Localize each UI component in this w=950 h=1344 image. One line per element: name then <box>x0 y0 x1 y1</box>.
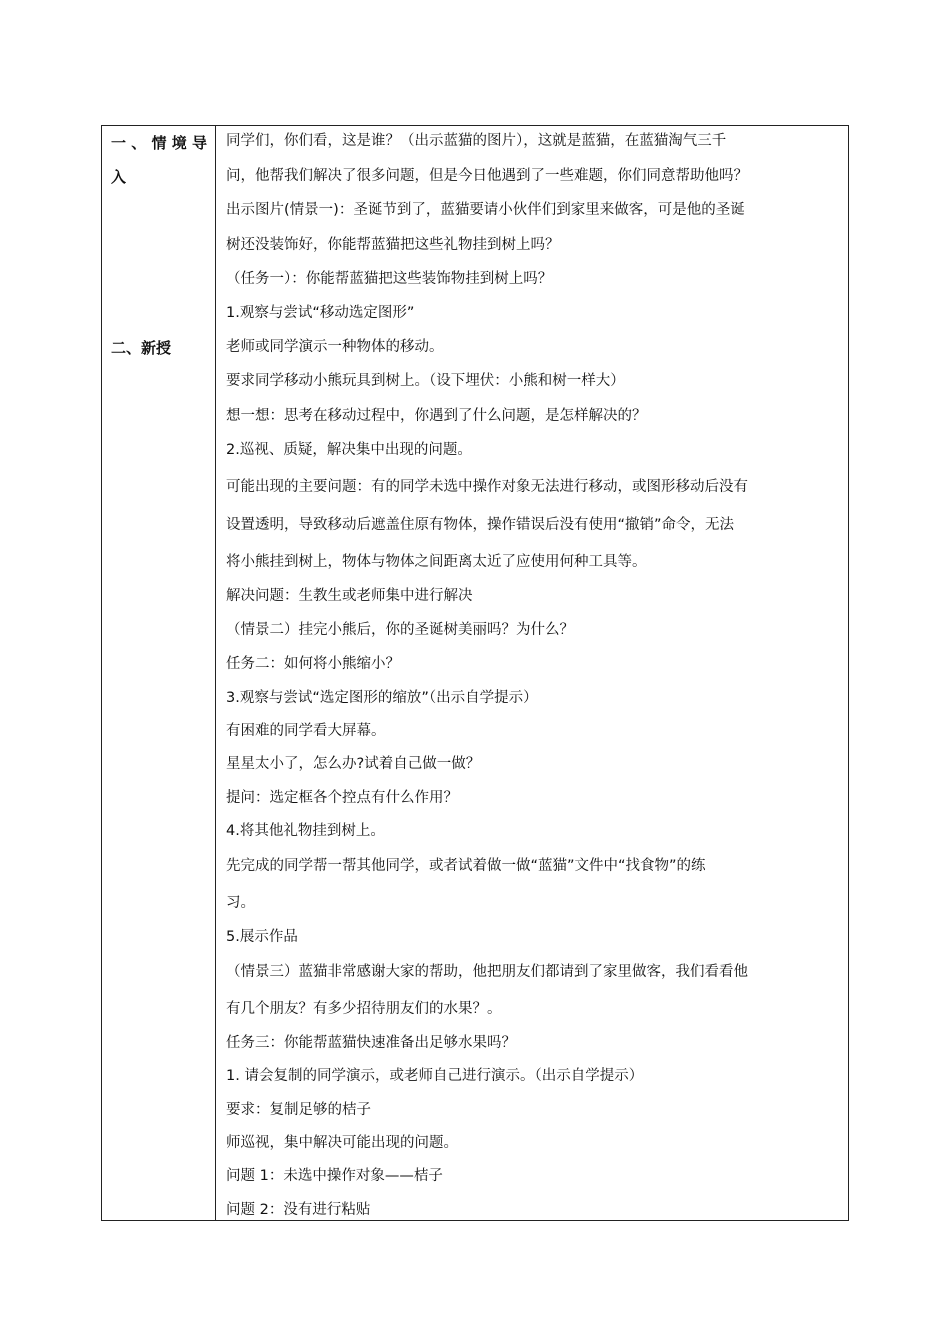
content-line: 想一想：思考在移动过程中，你遇到了什么问题，是怎样解决的？ <box>226 408 647 424</box>
content-line: 习。 <box>226 895 255 911</box>
content-line: 解决问题：生教生或老师集中进行解决 <box>226 588 473 604</box>
lesson-table <box>101 125 849 1221</box>
content-line: 1. 请会复制的同学演示，或老师自己进行演示。（出示自学提示） <box>226 1068 644 1084</box>
content-line: 树还没装饰好，你能帮蓝猫把这些礼物挂到树上吗？ <box>226 237 560 253</box>
section-label-new-lesson: 二、新授 <box>111 339 172 357</box>
content-line: 星星太小了，怎么办?试着自己做一做？ <box>226 756 481 772</box>
section-label-situation-intro: 一、情境导 <box>111 134 207 152</box>
content-line: 任务二：如何将小熊缩小？ <box>226 656 400 672</box>
content-line: 将小熊挂到树上，物体与物体之间距离太近了应使用何种工具等。 <box>226 554 647 570</box>
content-line: 有几个朋友？有多少招待朋友们的水果？。 <box>226 1001 502 1017</box>
content-line: 可能出现的主要问题：有的同学未选中操作对象无法进行移动，或图形移动后没有 <box>226 479 748 495</box>
content-line: （任务一）：你能帮蓝猫把这些装饰物挂到树上吗？ <box>226 271 553 287</box>
content-line: 问，他帮我们解决了很多问题，但是今日他遇到了一些难题，你们同意帮助他吗？ <box>226 168 748 184</box>
content-line: 任务三：你能帮蓝猫快速准备出足够水果吗？ <box>226 1035 516 1051</box>
content-line: 4.将其他礼物挂到树上。 <box>226 823 385 839</box>
content-line: 老师或同学演示一种物体的移动。 <box>226 339 444 355</box>
content-line: 2.巡视、质疑，解决集中出现的问题。 <box>226 442 472 458</box>
content-line: 问题 2：没有进行粘贴 <box>226 1202 371 1218</box>
content-line: 提问：选定框各个控点有什么作用？ <box>226 790 458 806</box>
content-line: 同学们，你们看，这是谁？（出示蓝猫的图片），这就是蓝猫，在蓝猫淘气三千 <box>226 133 727 149</box>
content-line: 5.展示作品 <box>226 929 298 945</box>
content-line: 先完成的同学帮一帮其他同学，或者试着做一做“蓝猫”文件中“找食物”的练 <box>226 858 706 874</box>
content-line: 3.观察与尝试“选定图形的缩放”（出示自学提示） <box>226 690 538 706</box>
content-line: 设置透明，导致移动后遮盖住原有物体，操作错误后没有使用“撤销”命令，无法 <box>226 517 735 533</box>
content-line: 要求：复制足够的桔子 <box>226 1102 371 1118</box>
content-line: 有困难的同学看大屏幕。 <box>226 723 386 739</box>
column-divider <box>215 126 216 1220</box>
content-line: 出示图片(情景一)：圣诞节到了，蓝猫要请小伙伴们到家里来做客，可是他的圣诞 <box>226 202 745 218</box>
content-line: （情景二）挂完小熊后，你的圣诞树美丽吗？为什么？ <box>226 622 574 638</box>
section-label-situation-intro-cont: 入 <box>111 168 127 186</box>
content-line: 问题 1：未选中操作对象——桔子 <box>226 1168 443 1184</box>
content-line: 1.观察与尝试“移动选定图形” <box>226 305 415 321</box>
content-line: 师巡视，集中解决可能出现的问题。 <box>226 1135 458 1151</box>
content-line: （情景三）蓝猫非常感谢大家的帮助，他把朋友们都请到了家里做客，我们看看他 <box>226 964 748 980</box>
content-line: 要求同学移动小熊玩具到树上。（设下埋伏：小熊和树一样大） <box>226 373 625 389</box>
